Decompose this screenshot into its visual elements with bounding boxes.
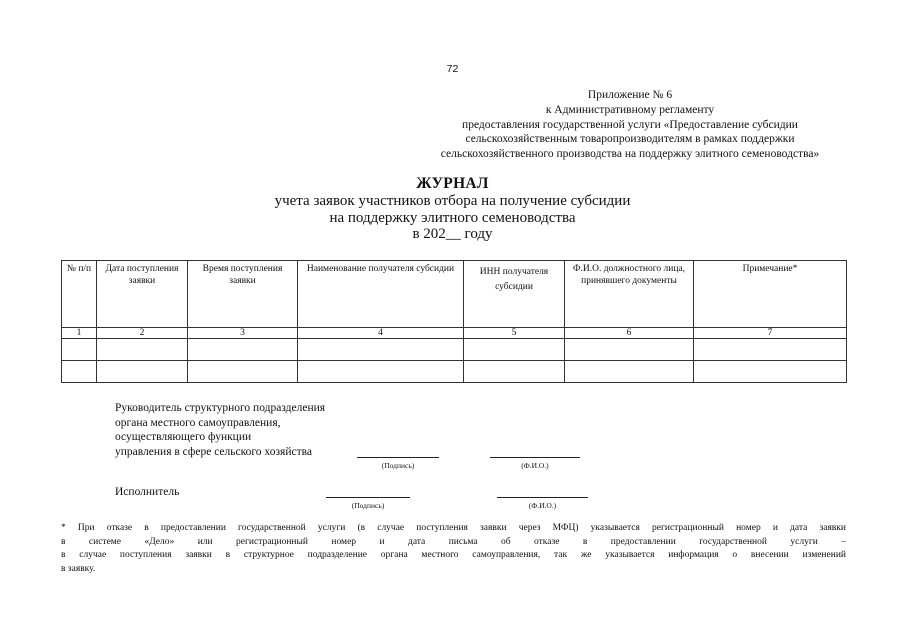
table-cell <box>565 339 694 361</box>
column-number: 2 <box>97 328 188 339</box>
appendix-line: к Административному регламенту <box>545 103 715 116</box>
header-cell-recipient: Наименование получателя субсидии <box>298 261 464 328</box>
executor-signature-line <box>326 497 410 498</box>
column-number: 6 <box>565 328 694 339</box>
footnote-line: в системе «Дело» или регистрационный номер и дата письма об отказе в предоставлении государственной услуги – <box>61 536 846 547</box>
subtitle-line: учета заявок участников отбора на получение субсидии <box>274 193 631 209</box>
head-fio-caption: (Ф.И.О.) <box>521 461 549 470</box>
executor-fio-caption: (Ф.И.О.) <box>528 501 557 510</box>
appendix-header <box>380 88 880 162</box>
footnote-line: * При отказе в предоставлении государственной услуги (в случае поступления заявки через МФЦ) указывается регистрационный номер и дата заявки <box>61 523 846 533</box>
header-cell-time: Время поступления заявки <box>188 261 298 328</box>
table-cell <box>97 361 188 383</box>
page-number: 72 <box>446 63 459 75</box>
header-cell-number: № п/п <box>62 261 97 328</box>
column-number: 1 <box>62 328 97 339</box>
executor-fio-line <box>497 497 588 498</box>
head-fio-line <box>490 457 580 458</box>
appendix-line: сельскохозяйственным товаропроизводителям в рамках поддержки <box>465 133 795 146</box>
table-row <box>62 339 847 361</box>
appendix-line: сельскохозяйственного производства на поддержку элитного семеноводства» <box>440 148 820 161</box>
header-cell-note: Примечание* <box>694 261 847 328</box>
table-cell <box>694 339 847 361</box>
head-signature-caption: (Подпись) <box>381 461 415 470</box>
column-number: 4 <box>298 328 464 339</box>
table-cell <box>97 339 188 361</box>
appendix-line: Приложение № 6 <box>587 89 673 101</box>
subtitle-line: в 202__ году <box>412 226 493 242</box>
head-label-line: управления в сфере сельского хозяйства <box>115 445 312 458</box>
table-cell <box>298 339 464 361</box>
executor-label: Исполнитель <box>115 486 180 498</box>
journal-table <box>61 260 847 383</box>
appendix-line: предоставления государственной услуги «Предоставление субсидии <box>462 118 798 131</box>
column-number: 7 <box>694 328 847 339</box>
table-row <box>62 361 847 383</box>
head-label-line: Руководитель структурного подразделения <box>115 402 326 414</box>
head-label-line: органа местного самоуправления, <box>115 416 281 429</box>
table-cell <box>188 339 298 361</box>
header-cell-inn: ИНН получателя субсидии <box>464 261 565 328</box>
table-cell <box>464 361 565 383</box>
head-signature-line <box>357 457 439 458</box>
header-cell-date: Дата поступления заявки <box>97 261 188 328</box>
table-cell <box>298 361 464 383</box>
table-cell <box>188 361 298 383</box>
subtitle-line: на поддержку элитного семеноводства <box>329 209 576 226</box>
table-cell <box>464 339 565 361</box>
table-cell <box>565 361 694 383</box>
footnote <box>61 522 846 576</box>
head-signature-label <box>115 401 325 459</box>
column-number: 3 <box>188 328 298 339</box>
table-cell <box>62 361 97 383</box>
table-number-row <box>62 328 847 339</box>
table-header-row <box>62 261 847 328</box>
table-cell <box>694 361 847 383</box>
document-title: ЖУРНАЛ <box>416 175 489 192</box>
column-number: 5 <box>464 328 565 339</box>
executor-signature-caption: (Подпись) <box>351 501 385 510</box>
footnote-line: в случае поступления заявки в структурное подразделение органа местного самоуправления, так же указывается информация о внесении изменений <box>61 550 846 560</box>
document-subtitle <box>0 193 905 243</box>
header-cell-official: Ф.И.О. должностного лица, принявшего документы <box>565 261 694 328</box>
head-label-line: осуществляющего функции <box>115 431 252 444</box>
table-cell <box>62 339 97 361</box>
footnote-line: в заявку. <box>61 563 96 574</box>
